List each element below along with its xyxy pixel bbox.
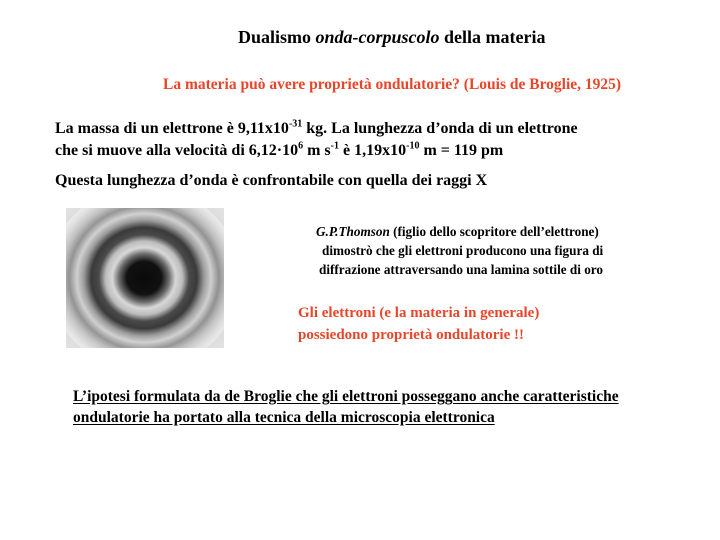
velocity-exponent: 6 — [298, 140, 304, 152]
title-italic: onda-corpuscolo — [315, 27, 440, 47]
red-note-line-2: possiedono proprietà ondulatorie !! — [298, 327, 524, 343]
title-part1: Dualismo — [238, 27, 316, 47]
mass-text-b: kg. La lunghezza d’onda di un elettrone — [302, 120, 578, 137]
thomson-name: G.P.Thomson — [316, 224, 390, 239]
xray-comparison: Questa lunghezza d’onda è confrontabile con quella dei raggi X — [55, 172, 488, 189]
red-note-line-1: Gli elettroni (e la materia in generale) — [298, 305, 540, 321]
diffraction-pattern-image — [66, 208, 224, 348]
wave-properties-note — [298, 302, 539, 346]
footer-line-2: ondulatorie ha portato alla tecnica della microscopia elettronica — [73, 409, 495, 426]
slide-title — [238, 27, 546, 48]
slide-subtitle: La materia può avere proprietà ondulatorie? (Louis de Broglie, 1925) — [163, 76, 622, 93]
paragraph-line-2 — [55, 140, 578, 162]
wavelength-exponent: -10 — [406, 140, 420, 152]
wavelength-result: m = 119 pm — [419, 142, 504, 159]
thomson-line1-rest: (figlio dello scopritore dell’elettrone) — [389, 224, 599, 239]
thomson-line-3: diffrazione attraversando una lamina sottile di oro — [319, 262, 604, 277]
mass-text-a: La massa di un elettrone è 9,11x10 — [55, 120, 289, 137]
thomson-paragraph — [316, 222, 603, 279]
velocity-unit-exponent: -1 — [330, 140, 339, 152]
velocity-unit: m s — [303, 142, 331, 159]
velocity-text-a: che si muove alla velocità di 6,12·10 — [55, 142, 299, 159]
electron-wavelength-paragraph — [55, 118, 578, 162]
footer-line-1: L’ipotesi formulata da de Broglie che gli elettroni posseggano anche caratteristiche — [73, 388, 619, 405]
wavelength-text: è 1,19x10 — [339, 142, 407, 159]
paragraph-line-1 — [55, 118, 578, 140]
mass-exponent: -31 — [288, 118, 303, 130]
electron-microscopy-footer — [73, 386, 619, 428]
thomson-line-2: dimostrò che gli elettroni producono una figura di — [322, 243, 604, 258]
thomson-line-1 — [316, 222, 603, 241]
title-part2: della materia — [439, 27, 546, 47]
diffraction-rings-icon — [66, 208, 224, 348]
